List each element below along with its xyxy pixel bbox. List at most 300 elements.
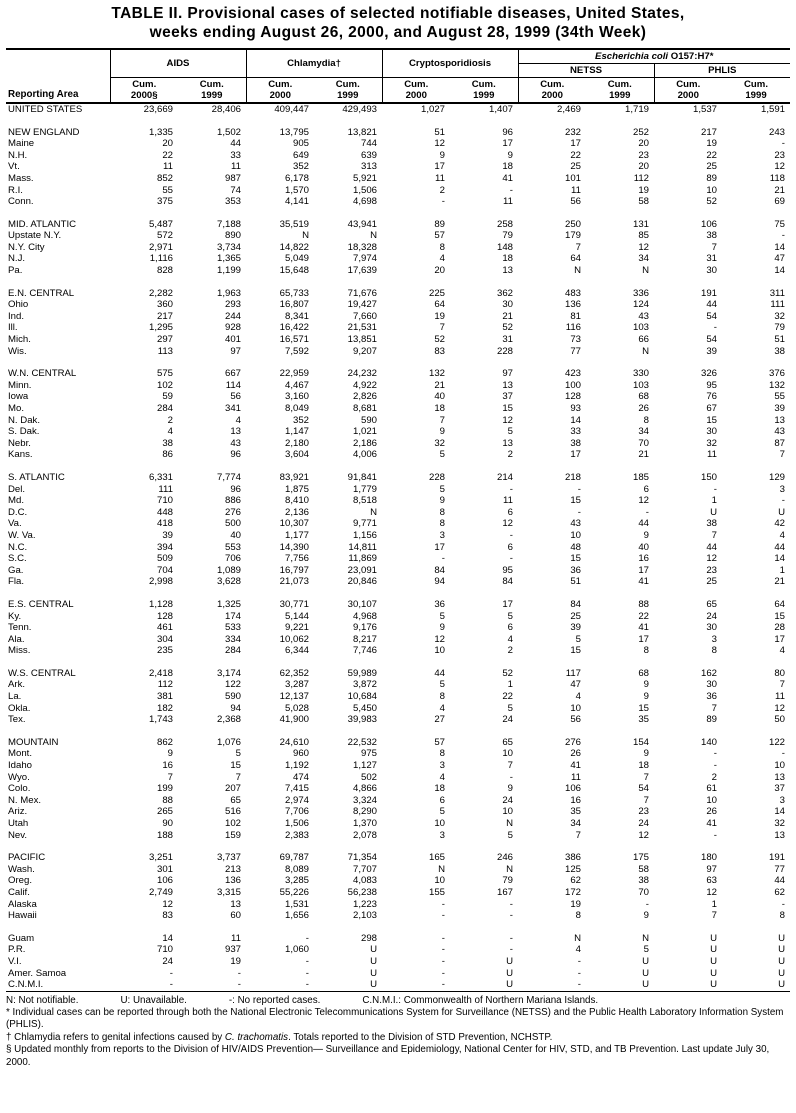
value-cell: 167 [496,886,513,898]
reporting-area-cell: E.S. CENTRAL [8,598,74,610]
value-cell: 21 [434,379,445,391]
col-header-phlis-2000: Cum. 2000 [654,77,722,103]
value-cell: 21,073 [279,576,309,588]
value-cell: 1,407 [488,103,513,115]
value-cell: 69 [774,196,785,208]
value-cell: 17 [570,449,581,461]
col-header-crypto-1999: Cum. 1999 [450,77,518,103]
value-cell: 9 [643,679,649,691]
table-body [6,103,790,991]
value-cell: 56 [570,196,581,208]
value-cell: 35 [638,714,649,726]
value-cell: 88 [162,794,173,806]
value-cell: 2,282 [148,287,173,299]
value-cell: 88 [638,598,649,610]
reporting-area-cell: PACIFIC [8,852,46,864]
table-row [6,691,790,703]
section-gap [6,922,790,933]
section-gap-cell [6,357,790,368]
reporting-area-header: Reporting Area [6,49,110,103]
value-cell: - [781,898,785,910]
table-row [6,426,790,438]
value-cell: 19 [230,955,241,967]
table-row [6,737,790,749]
value-cell: 5 [439,806,445,818]
value-cell: 14,822 [279,241,309,253]
value-cell: 40 [638,541,649,553]
reporting-area-cell: Nev. [8,829,28,841]
value-cell: 10 [502,748,513,760]
value-cell: 3,174 [216,667,241,679]
value-cell: 386 [564,852,581,864]
value-cell: 8,049 [284,403,309,414]
value-cell: 3 [439,529,445,541]
value-cell: 55,226 [279,886,309,898]
value-cell: 128 [156,610,173,622]
value-cell: 3,872 [352,679,377,691]
value-cell: 37 [502,391,513,403]
value-cell: 7,188 [216,218,241,230]
value-cell: 3,604 [284,449,309,461]
value-cell: 9 [439,426,445,438]
value-cell: 429,493 [342,103,377,115]
value-cell: 16 [570,794,581,806]
value-cell: 93 [570,403,581,414]
value-cell: 7,592 [284,345,309,357]
value-cell: 17,639 [347,265,377,277]
value-cell: 34 [570,818,581,829]
table-row [6,472,790,484]
value-cell: 852 [156,172,173,184]
value-cell: 336 [632,287,649,299]
table-row [6,611,790,623]
section-gap-cell [6,208,790,219]
value-cell: - [441,553,445,565]
value-cell: 15 [230,760,241,772]
table-row [6,956,790,968]
value-cell: - [441,196,445,208]
value-cell: 24,232 [347,368,377,380]
value-cell: 4 [235,414,241,426]
value-cell: 17 [502,598,513,610]
value-cell: 16,797 [279,564,309,576]
value-cell: 41 [706,818,717,829]
table-row [6,910,790,922]
value-cell: 19 [706,138,717,150]
value-cell: - [305,932,309,944]
value-cell: 4,922 [352,379,377,391]
value-cell: 52 [706,196,717,208]
value-cell: 175 [632,852,649,864]
value-cell: 10 [502,806,513,818]
value-cell: 1 [507,679,513,691]
value-cell: - [237,979,241,991]
value-cell: 706 [224,553,241,565]
col-header-netss-1999: Cum. 1999 [586,77,654,103]
table-row [6,634,790,646]
value-cell: 7 [779,449,785,461]
reporting-area-cell: Wash. [8,863,35,875]
reporting-area-cell: Nebr. [8,437,31,449]
value-cell: 43 [774,426,785,438]
value-cell: 3,324 [352,794,377,806]
value-cell: 39 [570,622,581,634]
value-cell: 7 [711,702,717,714]
column-group-chlamydia: Chlamydia† [246,49,382,78]
reporting-area-cell: Ark. [8,679,26,691]
table-row [6,449,790,461]
value-cell: 12 [502,518,513,530]
value-cell: 43,941 [347,218,377,230]
value-cell: 60 [230,910,241,922]
value-cell: 9 [439,622,445,634]
value-cell: - [441,910,445,922]
value-cell: - [441,955,445,967]
value-cell: 710 [156,944,173,956]
table-row [6,748,790,760]
value-cell: 159 [224,829,241,841]
value-cell: 7 [575,241,581,253]
value-cell: 217 [700,126,717,138]
ecoli-species-label: Escherichia coli [595,50,669,62]
value-cell: 235 [156,645,173,657]
value-cell: 57 [434,230,445,242]
value-cell: - [713,748,717,760]
table-row [6,403,790,415]
reporting-area-cell: E.N. CENTRAL [8,287,75,299]
value-cell: 129 [768,471,785,483]
value-cell: 57 [434,736,445,748]
section-gap-cell [6,726,790,737]
value-cell: 19 [434,310,445,322]
value-cell: 1,177 [284,529,309,541]
value-cell: 47 [570,679,581,691]
value-cell: 18 [502,161,513,173]
reporting-area-cell: Mich. [8,334,31,346]
value-cell: N [438,863,445,875]
value-cell: 828 [156,265,173,277]
value-cell: - [441,979,445,991]
value-cell: 1,325 [216,598,241,610]
value-cell: 1,656 [284,910,309,922]
value-cell: 649 [292,149,309,161]
value-cell: 17 [434,161,445,173]
reporting-area-cell: Fla. [8,576,24,588]
value-cell: 8 [439,748,445,760]
value-cell: U [710,979,717,991]
reporting-area-cell: Tenn. [8,622,32,634]
value-cell: 12 [434,633,445,645]
value-cell: 313 [360,161,377,173]
value-cell: 97 [706,863,717,875]
value-cell: 7,707 [352,863,377,875]
value-cell: 516 [224,806,241,818]
table-row [6,795,790,807]
value-cell: 4,083 [352,875,377,887]
value-cell: 35,519 [279,218,309,230]
value-cell: 15 [638,702,649,714]
value-cell: 1,531 [284,898,309,910]
reporting-area-cell: Minn. [8,379,32,391]
value-cell: 24,610 [279,736,309,748]
reporting-area-cell: NEW ENGLAND [8,126,80,138]
value-cell: 16 [162,760,173,772]
table-row [6,161,790,173]
value-cell: 80 [774,667,785,679]
value-cell: 937 [224,944,241,956]
table-row [6,806,790,818]
value-cell: 3,737 [216,852,241,864]
reporting-area-cell: Upstate N.Y. [8,230,62,242]
value-cell: 24 [706,610,717,622]
value-cell: 987 [224,172,241,184]
value-cell: 298 [360,932,377,944]
value-cell: 65,733 [279,287,309,299]
value-cell: 5 [439,449,445,461]
value-cell: 553 [224,541,241,553]
value-cell: 96 [230,449,241,461]
value-cell: 3 [439,760,445,772]
value-cell: 67 [706,403,717,414]
value-cell: 8,341 [284,310,309,322]
value-cell: 2,103 [352,910,377,922]
value-cell: 11 [707,449,717,461]
value-cell: 17 [570,138,581,150]
value-cell: 16,807 [279,299,309,311]
value-cell: U [506,979,513,991]
value-cell: - [305,979,309,991]
value-cell: 1 [711,898,717,910]
value-cell: 590 [224,691,241,703]
value-cell: 20 [162,138,173,150]
value-cell: 7,415 [284,783,309,795]
value-cell: 74 [230,184,241,196]
footnote [6,1044,790,1069]
value-cell: 9,207 [352,345,377,357]
value-cell: 65 [706,598,717,610]
value-cell: 62 [570,875,581,887]
value-cell: 35 [570,806,581,818]
value-cell: 10,062 [279,633,309,645]
value-cell: 25 [706,161,717,173]
value-cell: 2 [507,645,513,657]
value-cell: 154 [632,736,649,748]
value-cell: 51 [570,576,581,588]
table-row [6,968,790,980]
value-cell: 5 [439,610,445,622]
value-cell: 375 [156,196,173,208]
value-cell: 11 [231,932,241,944]
reporting-area-cell: Guam [8,932,35,944]
value-cell: 31 [706,253,717,265]
table-header [6,49,790,103]
value-cell: 23 [774,149,785,161]
value-cell: 500 [224,518,241,530]
value-cell: 17 [638,564,649,576]
value-cell: 26 [638,403,649,414]
footnote-italic-text: C. trachomatis [224,1031,289,1043]
value-cell: - [441,932,445,944]
value-cell: U [506,955,513,967]
reporting-area-cell: Okla. [8,702,31,714]
value-cell: U [778,955,785,967]
value-cell: 28 [774,622,785,634]
value-cell: 24 [502,714,513,726]
value-cell: 13,821 [347,126,377,138]
value-cell: 30,771 [279,598,309,610]
table-row [6,438,790,450]
section-gap-cell [6,922,790,933]
value-cell: 66 [638,334,649,346]
value-cell: 23 [638,149,649,161]
value-cell: 1,719 [624,103,649,115]
reporting-area-cell: Ga. [8,564,24,576]
value-cell: 341 [224,403,241,414]
reporting-area-cell: Ky. [8,610,22,622]
section-gap [6,208,790,219]
value-cell: U [370,944,377,956]
value-cell: 54 [638,783,649,795]
value-cell: 10 [570,702,581,714]
value-cell: 4,467 [284,379,309,391]
value-cell: 30,107 [347,598,377,610]
value-cell: 16,571 [279,334,309,346]
table-row [6,875,790,887]
table-row [6,576,790,588]
table-row [6,783,790,795]
value-cell: U [778,967,785,979]
value-cell: 4 [439,253,445,265]
value-cell: - [305,955,309,967]
value-cell: 8 [439,241,445,253]
value-cell: 4 [439,702,445,714]
value-cell: 2,136 [284,506,309,518]
table-row [6,415,790,427]
section-gap [6,357,790,368]
value-cell: 84 [502,576,513,588]
value-cell: 1,021 [352,426,377,438]
value-cell: 47 [774,253,785,265]
value-cell: - [645,898,649,910]
value-cell: 84 [570,598,581,610]
value-cell: 56 [230,391,241,403]
value-cell: 6,331 [148,471,173,483]
col-header-netss-2000: Cum. 2000 [518,77,586,103]
value-cell: 7 [711,910,717,922]
table-row [6,542,790,554]
value-cell: 12 [162,898,173,910]
value-cell: 8 [439,691,445,703]
value-cell: 2,998 [148,576,173,588]
value-cell: 191 [768,852,785,864]
value-cell: 38 [162,437,173,449]
value-cell: 112 [157,679,173,691]
table-row [6,818,790,830]
value-cell: 250 [564,218,581,230]
value-cell: 136 [564,299,581,311]
value-cell: 14 [774,806,785,818]
value-cell: 14 [162,932,173,944]
reporting-area-cell: Mont. [8,748,32,760]
reporting-area-cell: N.C. [8,541,28,553]
value-cell: 27 [434,714,445,726]
value-cell: 890 [224,230,241,242]
value-cell: 1,128 [148,598,173,610]
value-cell: 84 [434,564,445,576]
value-cell: 56 [570,714,581,726]
column-group-aids: AIDS [110,49,246,78]
value-cell: 12 [638,241,649,253]
value-cell: 43 [570,518,581,530]
value-cell: 111 [158,483,173,495]
value-cell: 284 [224,645,241,657]
value-cell: 213 [224,863,241,875]
value-cell: 21 [638,449,649,461]
value-cell: 12 [774,702,785,714]
title-line-2: weeks ending August 26, 2000, and August 28, 1999 (34th Week) [149,23,647,41]
value-cell: 7 [575,829,581,841]
value-cell: 13 [230,426,241,438]
value-cell: 10 [706,184,717,196]
value-cell: 9 [439,495,445,507]
value-cell: 77 [774,863,785,875]
value-cell: 25 [706,576,717,588]
value-cell: 24 [502,794,513,806]
header-row-ecoli [6,49,790,64]
value-cell: U [370,955,377,967]
value-cell: 13 [774,829,785,841]
reporting-area-cell: N.J. [8,253,26,265]
value-cell: 5,144 [284,610,309,622]
value-cell: 18 [434,783,445,795]
value-cell: - [509,483,513,495]
table-row [6,265,790,277]
value-cell: U [710,944,717,956]
value-cell: 483 [564,287,581,299]
value-cell: 91,841 [347,471,377,483]
value-cell: 2,971 [148,241,173,253]
value-cell: 15 [706,414,717,426]
value-cell: 23,091 [347,564,377,576]
value-cell: 24 [638,818,649,829]
value-cell: 22 [706,149,717,161]
value-cell: N [302,230,309,242]
value-cell: 5,487 [148,218,173,230]
value-cell: 9 [167,748,173,760]
reporting-area-cell: D.C. [8,506,28,518]
value-cell: 25 [570,161,581,173]
reporting-area-cell: Mo. [8,403,24,414]
value-cell: 1,076 [216,736,241,748]
value-cell: 9 [643,910,649,922]
section-gap [6,588,790,599]
value-cell: 2,383 [284,829,309,841]
value-cell: 22,959 [279,368,309,380]
value-cell: 41 [638,576,649,588]
value-cell: 18,328 [347,241,377,253]
section-gap [6,461,790,472]
value-cell: 34 [638,253,649,265]
value-cell: 23,669 [143,103,173,115]
value-cell: 55 [162,184,173,196]
value-cell: 31 [502,334,513,346]
value-cell: 41 [502,172,513,184]
legend-item: N: Not notifiable. [6,994,79,1006]
value-cell: 11,869 [348,553,377,565]
value-cell: 232 [564,126,581,138]
value-cell: - [509,910,513,922]
value-cell: 32 [434,437,445,449]
